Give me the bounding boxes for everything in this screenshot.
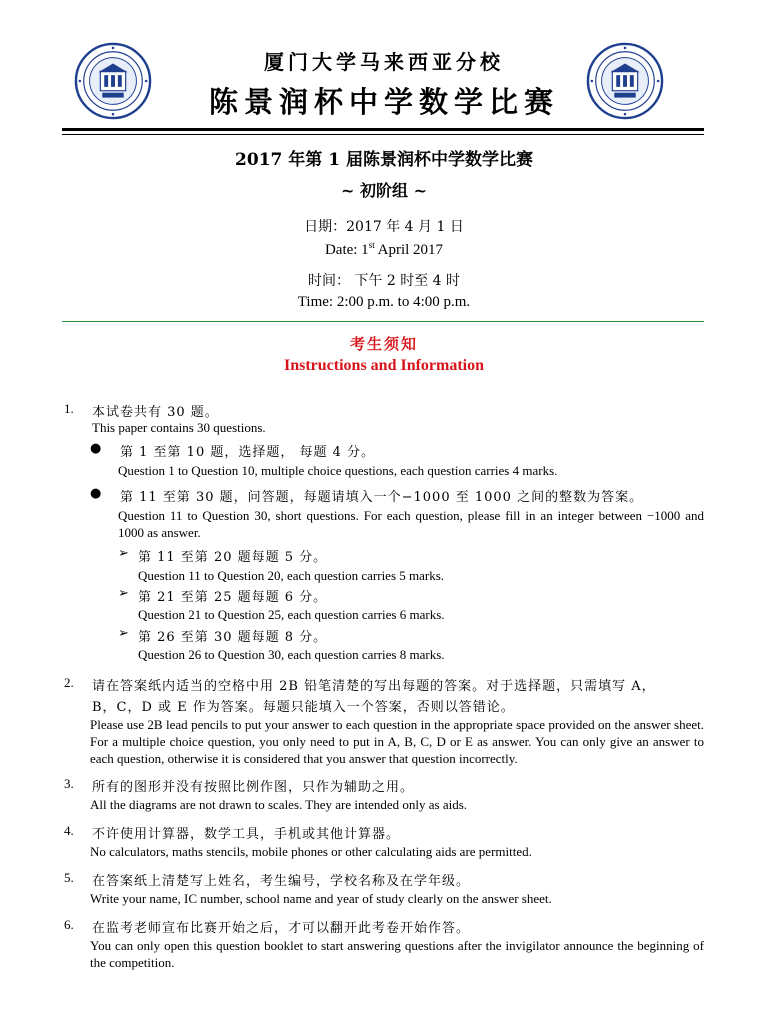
instruction-4-cn: 不许使用计算器，数学工具，手机或其他计算器。 [92,827,401,842]
header-rule-thick [62,128,704,131]
competition-name: 陈景润杯中学数学比赛 [208,85,559,119]
notice-title-en: Instructions and Information [283,357,485,374]
arrow-bullet-icon: ➢ [118,546,129,561]
instruction-1-s3-en: Question 26 to Question 30, each question carries 8 marks. [138,647,445,662]
time-cn: 时间： 下午 2 时至 4 时 [307,273,461,289]
instruction-1-b1-en: Question 1 to Question 10, multiple choice questions, each question carries 4 marks. [118,463,558,478]
instruction-1-s3-cn: 第 26 至第 30 题每题 8 分。 [138,630,328,645]
date-en: Date: 1st April 2017 [324,240,444,258]
instruction-5-number: 5. [64,870,74,885]
instruction-5-en: Write your name, IC number, school name and year of study clearly on the answer sheet. [90,891,552,906]
time-en: Time: 2:00 p.m. to 4:00 p.m. [297,294,471,310]
bullet-dot-icon: ● [90,486,102,501]
instruction-6-cn: 在监考老师宣布比赛开始之后，才可以翻开此考卷开始作答。 [92,921,471,936]
header-rule-thin [62,134,704,135]
instruction-1-b1-cn: 第 1 至第 10 题，选择题， 每题 4 分。 [120,445,376,460]
instruction-3-number: 3. [64,776,74,791]
instruction-5-cn: 在答案纸上清楚写上姓名，考生编号，学校名称及在学年级。 [92,874,471,889]
instruction-1-s2-cn: 第 21 至第 25 题每题 6 分。 [138,590,328,605]
instruction-1-b2-en: Question 11 to Question 30, short questions. For each question, please fill in an integer between −1000 and 1000 as answer. [118,508,704,540]
instruction-1-number: 1. [64,401,74,416]
exam-title: 2017 年第 1 届陈景润杯中学数学比赛 [235,150,533,170]
instruction-6-number: 6. [64,917,74,932]
notice-title-cn: 考生须知 [349,335,418,353]
arrow-bullet-icon: ➢ [118,586,129,601]
instruction-1-s1-cn: 第 11 至第 20 题每题 5 分。 [138,550,328,565]
instruction-4-number: 4. [64,823,74,838]
instruction-2-cn-line2: B，C，D 或 E 作为答案。每题只能填入一个答案，否则以答错论。 [92,700,515,715]
bullet-dot-icon: ● [90,441,102,456]
instruction-1-s2-en: Question 21 to Question 25, each question carries 6 marks. [138,607,445,622]
instruction-2-number: 2. [64,675,74,690]
instruction-1-s1-en: Question 11 to Question 20, each question carries 5 marks. [138,568,445,583]
section-divider [62,321,704,322]
instruction-6-en: You can only open this question booklet to start answering questions after the invigilator announce the beginning of the competition. [90,938,704,970]
date-cn: 日期：2017 年 4 月 1 日 [304,219,464,235]
exam-group: ~ 初阶组 ~ [341,181,427,200]
instruction-1-en: This paper contains 30 questions. [92,420,266,435]
instruction-3-en: All the diagrams are not drawn to scales. They are intended only as aids. [90,797,468,812]
instruction-2-cn-line1: 请在答案纸内适当的空格中用 2B 铅笔清楚的写出每题的答案。对于选择题，只需填写 A， [92,679,656,694]
school-name: 厦门大学马来西亚分校 [264,50,504,74]
arrow-bullet-icon: ➢ [118,626,129,641]
instruction-4-en: No calculators, maths stencils, mobile phones or other calculating aids are permitted. [90,844,532,859]
instruction-1-b2-cn: 第 11 至第 30 题，问答题，每题请填入一个−1000 至 1000 之间的整数为答案。 [120,490,644,505]
instruction-2-en: Please use 2B lead pencils to put your answer to each question in the appropriate space provided on the answer sheet. For a multiple choice question, you only need to put in A, B, C, D or E as answer. You can only give an answer to each question, otherwise it is considered that you answer that question incorrectly. [90,717,704,766]
instruction-1-cn: 本试卷共有 30 题。 [92,405,219,420]
instruction-3-cn: 所有的图形并没有按照比例作图，只作为辅助之用。 [92,780,415,795]
